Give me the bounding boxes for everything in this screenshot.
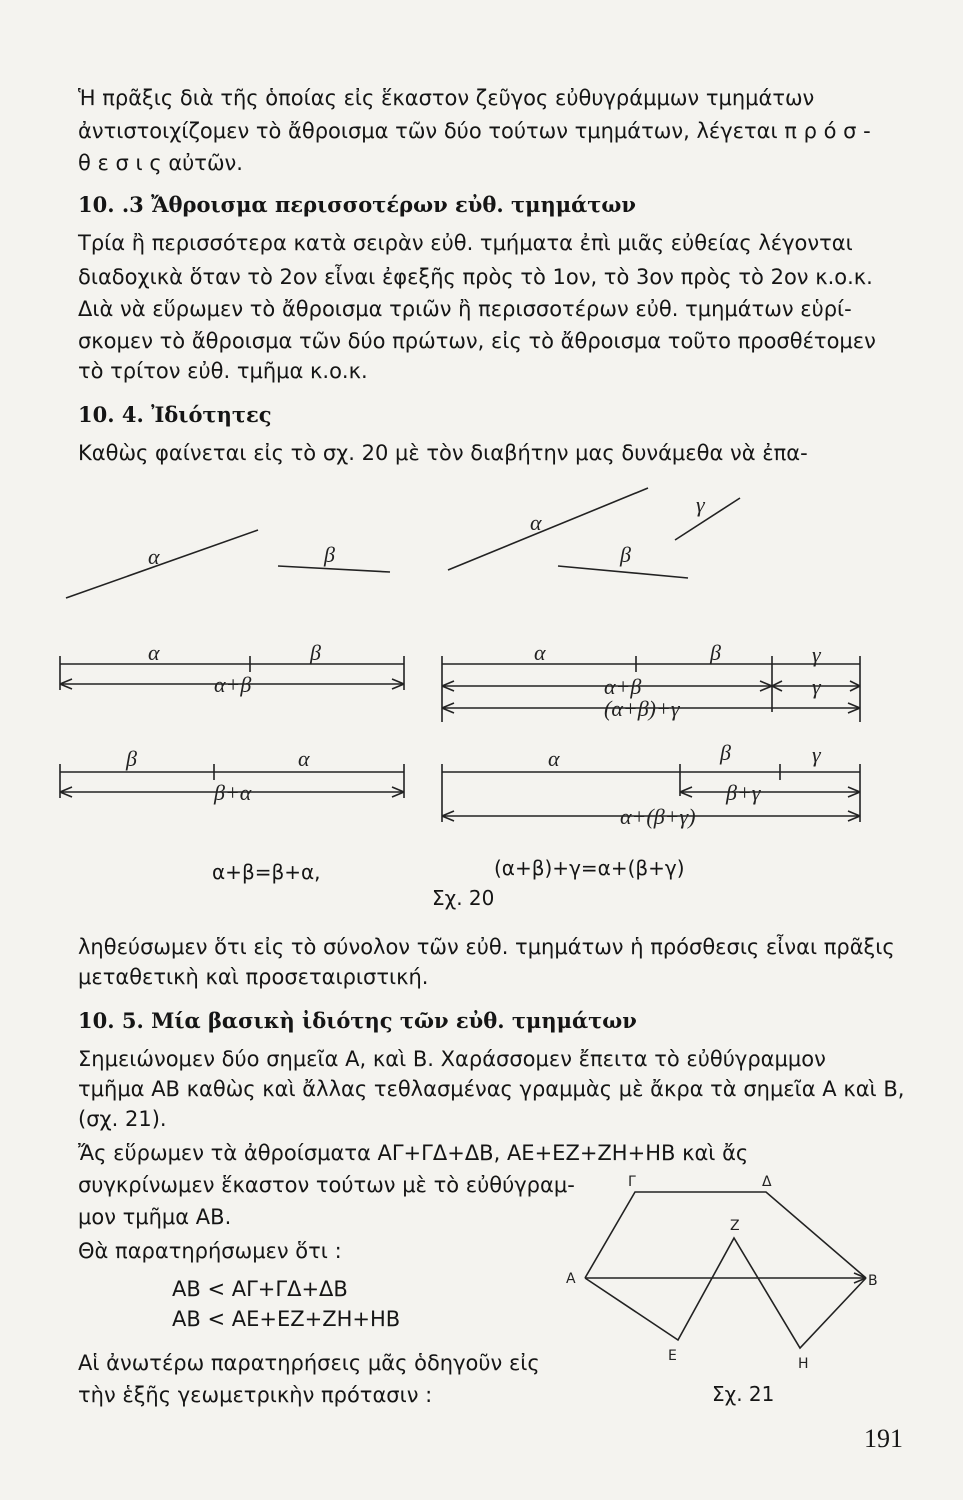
- label-b: β: [710, 640, 721, 665]
- label-b: β: [310, 640, 321, 665]
- point-H: Η: [798, 1356, 809, 1372]
- point-E: Ε: [668, 1348, 677, 1364]
- label-g: γ: [696, 492, 705, 517]
- page-number: 191: [864, 1424, 903, 1453]
- label-b: β: [620, 542, 631, 567]
- label-b: β: [324, 542, 335, 567]
- text-line: Διὰ νὰ εὕρωμεν τὸ ἄθροισμα τριῶν ἢ περισσοτέρων εὐθ. τμημάτων εὑρί-: [78, 297, 852, 321]
- label-b-plus-g: β+γ: [726, 780, 761, 805]
- label-g: γ: [812, 674, 821, 699]
- text-line: Θὰ παρατηρήσωμεν ὅτι :: [78, 1239, 342, 1263]
- text-line: μεταθετικὴ καὶ προσεταιριστική.: [78, 965, 429, 989]
- text-line: θ ε σ ι ς αὐτῶν.: [78, 151, 243, 175]
- label-a: α: [534, 640, 546, 665]
- text-line: Σημειώνομεν δύο σημεῖα Α, καὶ Β. Χαράσσομεν ἔπειτα τὸ εὐθύγραμμον: [78, 1047, 826, 1071]
- text-line: σκομεν τὸ ἄθροισμα τῶν δύο πρώτων, εἰς τὸ ἄθροισμα τοῦτο προσθέτομεν: [78, 329, 876, 353]
- text-line: Αἱ ἀνωτέρω παρατηρήσεις μᾶς ὁδηγοῦν εἰς: [78, 1351, 540, 1375]
- label-apb-plus-g: (α+β)+γ: [604, 696, 680, 721]
- text-line: Ἄς εὕρωμεν τὰ ἀθροίσματα ΑΓ+ΓΔ+ΔΒ, ΑΕ+ΕΖ+ΖΗ+ΗΒ καὶ ἄς: [78, 1141, 749, 1165]
- broken-line-AEZHB: [585, 1238, 866, 1348]
- text-line: (σχ. 21).: [78, 1107, 167, 1131]
- point-B: Β: [868, 1273, 878, 1289]
- inequality-2: ΑΒ < ΑΕ+ΕΖ+ΖΗ+ΗΒ: [172, 1307, 401, 1331]
- label-a: α: [548, 746, 560, 771]
- label-b-plus-a: β+α: [214, 780, 252, 805]
- text-line: Ἡ πρᾶξις διὰ τῆς ὁποίας εἰς ἕκαστον ζεῦγος εὐθυγράμμων τμημάτων: [78, 86, 815, 110]
- figure-caption: Σχ. 20: [432, 886, 495, 910]
- text-line: ληθεύσωμεν ὅτι εἰς τὸ σύνολον τῶν εὐθ. τμημάτων ἡ πρόσθεσις εἶναι πρᾶξις: [78, 935, 895, 959]
- formula-associative: (α+β)+γ=α+(β+γ): [494, 856, 685, 880]
- formula-commutative: α+β=β+α,: [212, 860, 321, 884]
- text-line: τὸ τρίτον εὐθ. τμῆμα κ.ο.κ.: [78, 359, 368, 383]
- label-a-plus-b: α+β: [214, 672, 252, 697]
- text-line: διαδοχικὰ ὅταν τὸ 2ον εἶναι ἐφεξῆς πρὸς τὸ 1ον, τὸ 3ον πρὸς τὸ 2ον κ.ο.κ.: [78, 265, 873, 289]
- label-b: β: [126, 746, 137, 771]
- point-A: Α: [566, 1271, 576, 1287]
- label-a: α: [148, 544, 160, 569]
- broken-line-AGDB: [585, 1192, 866, 1278]
- text-line: Καθὼς φαίνεται εἰς τὸ σχ. 20 μὲ τὸν διαβήτην μας δυνάμεθα νὰ ἐπα-: [78, 441, 808, 465]
- text-line: τὴν ἑξῆς γεωμετρικὴν πρότασιν :: [78, 1383, 433, 1407]
- section-heading: 10. 5. Μία βασικὴ ἰδιότης τῶν εὐθ. τμημάτων: [78, 1008, 637, 1033]
- point-D: Δ: [762, 1174, 772, 1190]
- label-a: α: [530, 510, 542, 535]
- label-a: α: [148, 640, 160, 665]
- text-line: Τρία ἢ περισσότερα κατὰ σειρὰν εὐθ. τμήματα ἐπὶ μιᾶς εὐθείας λέγονται: [78, 231, 853, 255]
- label-b: β: [720, 740, 731, 765]
- text-line: τμῆμα ΑΒ καθὼς καὶ ἄλλας τεθλασμένας γραμμὰς μὲ ἄκρα τὰ σημεῖα Α καὶ Β,: [78, 1077, 905, 1101]
- text-line: ἀντιστοιχίζομεν τὸ ἄθροισμα τῶν δύο τούτων τμημάτων, λέγεται π ρ ό σ -: [78, 119, 871, 143]
- point-G: Γ: [628, 1174, 636, 1190]
- label-a-plus-b: α+β: [604, 674, 642, 699]
- label-a: α: [298, 746, 310, 771]
- label-a-plus-bpg: α+(β+γ): [620, 804, 696, 829]
- label-g: γ: [812, 642, 821, 667]
- section-heading: 10. .3 Ἄθροισμα περισσοτέρων εὐθ. τμημάτων: [78, 192, 636, 217]
- point-Z: Ζ: [730, 1218, 740, 1234]
- text-line: μον τμῆμα ΑΒ.: [78, 1205, 232, 1229]
- label-g: γ: [812, 742, 821, 767]
- inequality-1: ΑΒ < ΑΓ+ΓΔ+ΔΒ: [172, 1277, 348, 1301]
- text-line: συγκρίνωμεν ἕκαστον τούτων μὲ τὸ εὐθύγραμ-: [78, 1173, 575, 1197]
- figure-caption: Σχ. 21: [712, 1382, 775, 1406]
- section-heading: 10. 4. Ἰδιότητες: [78, 402, 272, 427]
